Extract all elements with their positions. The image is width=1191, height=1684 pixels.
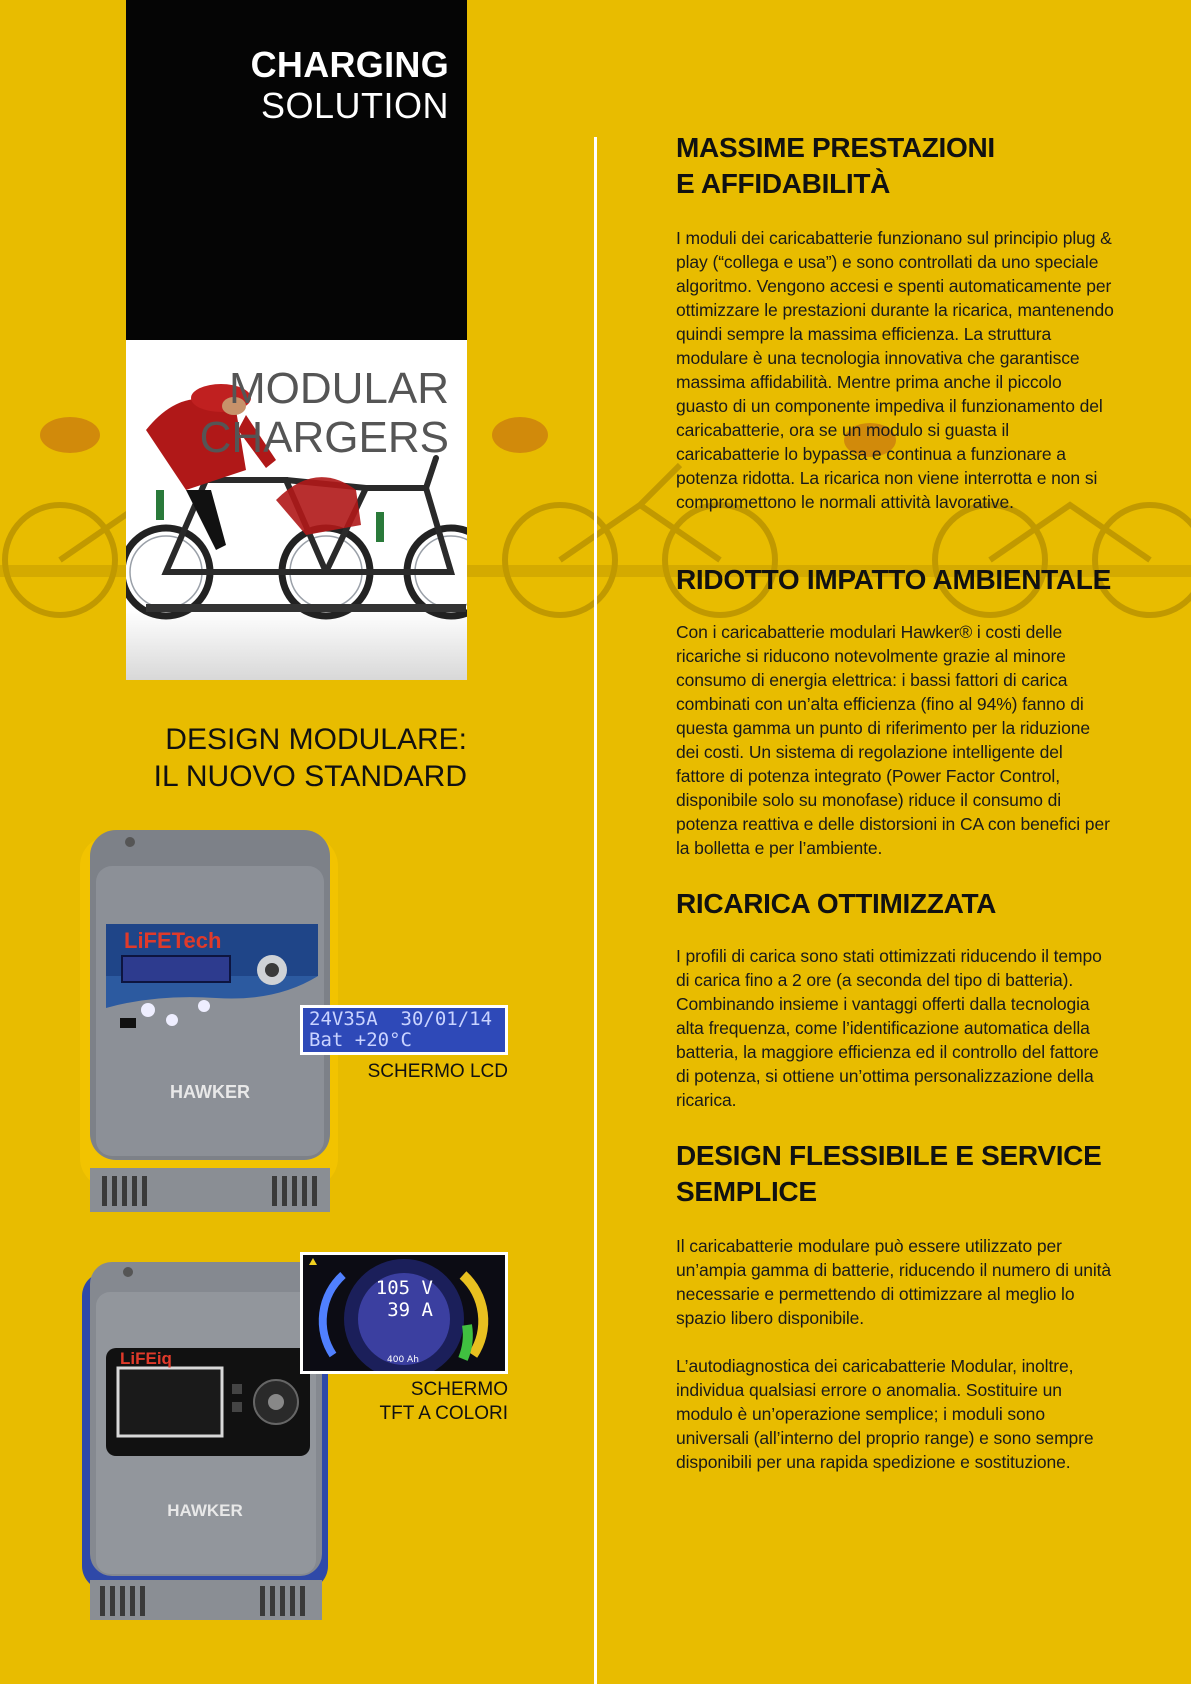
section-title: RIDOTTO IMPATTO AMBIENTALE	[676, 564, 1111, 595]
hero-panel	[126, 340, 467, 680]
design-heading-line1: DESIGN MODULARE:	[165, 723, 467, 756]
hero-title-line2: CHARGERS	[199, 413, 449, 463]
tft-caption-line2: TFT A COLORI	[379, 1402, 508, 1424]
tft-screen-display	[300, 1252, 508, 1374]
lifeiq-charger-image	[80, 1262, 330, 1624]
section-body: I moduli dei caricabatterie funzionano sul principio plug & play (“collega e usa”) e sono controllati da uno speciale algoritmo. Vengono accesi e spenti automaticamente per ottimizzare le prestazioni durante la ricarica, mantenendo quindi sempre la massima efficienza. La struttura modulare è una tecnologia innovativa che garantisce massima affidabilità. Mentre prima anche il piccolo guasto di un componente impediva il funzionamento del caricabatterie, ora se un modulo si guasta il caricabatterie lo bypassa e continua a funzionare a potenza ridotta. La ricarica non viene interrotta e non si compromettono le normali attività lavorative.	[676, 228, 1114, 512]
tft-voltage: 105 V	[375, 1277, 433, 1299]
hawker-logo-text: HAWKER	[167, 1501, 243, 1520]
tft-capacity: 400 Ah	[387, 1355, 419, 1365]
section-prestazioni	[676, 130, 1116, 514]
solution-title: SOLUTION	[260, 85, 449, 127]
section-title	[676, 1138, 1116, 1210]
tft-current: 39 A	[387, 1299, 433, 1321]
section-label	[251, 44, 449, 127]
lcd-line-1: 24V35A 30/01/14	[309, 1008, 493, 1030]
lcd-screen-display	[300, 1005, 508, 1055]
section-body: Il caricabatterie modulare può essere utilizzato per un’ampia gamma di batterie, riducendo il numero di unità necessarie e permettendo di ottimizzare al meglio lo spazio libero disponibile.	[676, 1236, 1112, 1328]
section-title: RICARICA OTTIMIZZATA	[676, 888, 997, 919]
section-title	[676, 130, 1116, 202]
hawker-logo-text: HAWKER	[170, 1082, 250, 1102]
hero-title-line1: MODULAR	[228, 364, 449, 413]
section-ricarica	[676, 886, 1116, 1112]
section-impatto	[676, 562, 1116, 860]
tft-caption	[360, 1378, 508, 1426]
section-body: L’autodiagnostica dei caricabatterie Modular, inoltre, individua qualsiasi errore o anomalia. Sostituire un modulo è un’operazione semplice; i moduli sono universali (all’interno del proprio range) e sono sempre disponibili per una rapida spedizione e sostituzione.	[676, 1356, 1094, 1472]
section-title-line2: E AFFIDABILITÀ	[676, 168, 891, 199]
lifeiq-brand-text: LiFEiq	[120, 1349, 172, 1368]
section-title-line1: MASSIME PRESTAZIONI	[676, 132, 995, 163]
column-divider	[594, 137, 597, 1684]
lcd-caption: SCHERMO LCD	[367, 1061, 508, 1082]
section-title-line1: DESIGN FLESSIBILE E SERVICE	[676, 1140, 1102, 1171]
tft-caption-line1: SCHERMO	[410, 1379, 508, 1400]
section-title-line2: SEMPLICE	[676, 1176, 817, 1207]
lifetech-brand-text: LiFETech	[124, 928, 222, 953]
header-panel	[126, 0, 467, 340]
charging-title: CHARGING	[250, 44, 449, 85]
lcd-line-2: Bat +20°C	[309, 1029, 412, 1051]
section-body: I profili di carica sono stati ottimizzati riducendo il tempo di carica fino a 2 ore (a seconda del tipo di batteria). Combinando insieme i vantaggi offerti dalla tecnologia alta frequenza, come l’identificazione automatica della batteria, la maggiore efficienza ed il controllo del fattore di potenza, si ottiene un’ottima personalizzazione della ricarica.	[676, 946, 1102, 1110]
design-heading-line2: IL NUOVO STANDARD	[153, 759, 467, 793]
section-design	[676, 1138, 1116, 1474]
design-heading	[154, 722, 467, 795]
section-body: Con i caricabatterie modulari Hawker® i costi delle ricariche si riducono notevolmente grazie al minore consumo di energia elettrica: i bassi fattori di carica combinati con un’alta efficienza (fino al 94%) fanno di questa gamma un punto di riferimento per la riduzione dei costi. Un sistema di regolazione intelligente del fattore di potenza integrato (Power Factor Control, disponibile solo su monofase) riduce il consumo di potenza reattiva e delle distorsioni in CA con benefici per la bolletta e per l’ambiente.	[676, 622, 1110, 858]
hero-title	[200, 364, 449, 463]
